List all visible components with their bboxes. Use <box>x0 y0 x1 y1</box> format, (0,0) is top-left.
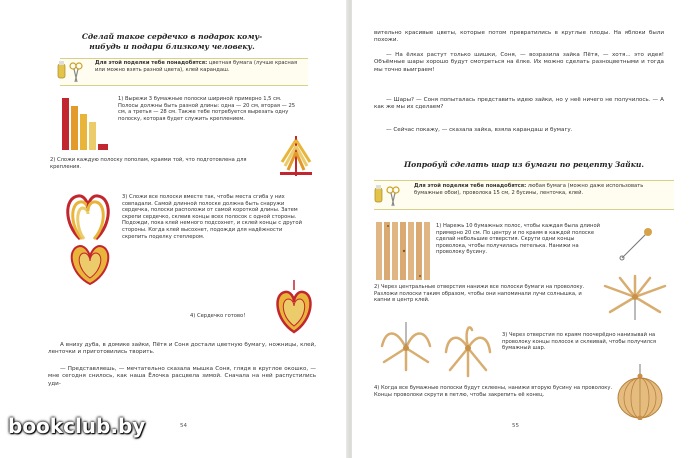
strips-with-holes-illustration <box>374 220 432 282</box>
right-page <box>352 0 700 458</box>
right-step-3: 3) Через отверстия по краям поочерёдно нанизывай на проволоку концы полосок и склеивай, чтобы получился бумажный шар. <box>502 332 656 352</box>
heart-assembly-illustration <box>60 184 120 299</box>
left-materials-text: Для этой поделки тебе понадобятся: цветная бумага (лучше красная или можно взять разной цвета), клей карандаш. <box>95 60 298 73</box>
watermark: bookclub.by <box>8 414 146 438</box>
finished-heart-illustration <box>273 276 315 338</box>
left-story-paragraph-2: — Представляешь, — мечтательно сказала мышка Соня, глядя в круглое окошко, — мне сегодня снилось, как наша Ёлочка расцвела зимой. Сначала на ней распустились уди- <box>48 366 316 387</box>
paper-strips-illustration <box>60 94 110 152</box>
right-step-4: 4) Когда все бумажные полоски будут склеены, нанижи вторую бусину на проволоку. Концы проволоки скрути в петлю, чтобы закрепить её конец. <box>374 385 613 398</box>
right-step-2: 2) Через центральные отверстия нанижи все полоски бумаги на проволоку. Разложи полоски таким образом, чтобы они напоминали лучи солнышка, и капни в центр клей. <box>374 284 585 304</box>
left-step-2: 2) Сложи каждую полоску пополам, краями той, что подготовлена для крепления. <box>50 157 247 170</box>
right-story-paragraph-4: — Сейчас покажу, — сказала зайка, взяла карандаш и бумагу. <box>386 127 573 133</box>
right-page-title: Попробуй сделать шар из бумаги по рецепту Зайки. <box>403 160 644 169</box>
right-materials-text: Для этой поделки тебе понадобятся: любая бумага (можно даже использовать бумажные обои), проволока 15 см, 2 бусины, ленточка, клей. <box>414 183 644 196</box>
wire-with-bead-illustration <box>614 224 654 264</box>
left-step-3: 3) Сложи все полоски вместе так, чтобы места сгиба у них совпадали. Самой длинной полоске должна быть снаружи сердечка, полоски расположи от самой короткой длины. Затем скрепи сердечко, склеив концы всех полосок с одной стороны. Подожди, пока клей немного подсохнет, и склей концы с другой стороны. Когда клей высохнет, подожди для надёжности скрепить поделку степлером. <box>122 194 302 240</box>
finished-paper-ball-illustration <box>614 362 666 420</box>
left-page <box>0 0 348 458</box>
ball-in-progress-illustration <box>440 318 496 380</box>
half-ball-illustration <box>376 318 436 374</box>
left-page-number: 54 <box>180 423 187 429</box>
right-story-paragraph-3: — Шары? — Соня попыталась представить идею зайки, но у неё ничего не получилось. — А как же мы их сделаем? <box>374 97 664 111</box>
sun-rays-illustration <box>600 272 670 322</box>
right-page-number: 55 <box>512 423 519 429</box>
scissors-glue-icon <box>372 180 406 210</box>
scissors-glue-icon <box>55 56 85 86</box>
folded-strips-illustration <box>276 132 316 180</box>
right-step-1: 1) Нарежь 10 бумажных полос, чтобы каждая была длиной примерно 20 см. По центру и по краям в каждой полоске сделай небольшие отверстия. Скрути одни концы проволока, чтобы получилась петелька. Нанижи на проволоку бусину. <box>436 223 600 256</box>
left-step-1: 1) Вырежи 3 бумажные полоски шириной примерно 1,5 см. Полосы должны быть разной длины: одна — 20 см, вторая — 25 см, а третья — 28 см. Также тебе потребуется вырезать одну полоску, которая будет служить креплением. <box>118 96 296 122</box>
left-page-title: Сделай такое сердечко в подарок кому-нибудь и подари близкому человеку. <box>81 32 263 51</box>
left-story-paragraph-1: А внизу дуба, в домике зайки, Пётя и Соня достали цветную бумагу, ножницы, клей, ленточки и приготовились творить. <box>48 342 316 356</box>
left-step-4: 4) Сердечко готово! <box>190 313 246 319</box>
right-story-paragraph-1: вительно красивые цветы, которые потом превратились в круглые плоды. На яблоки были похожи. <box>374 30 664 44</box>
right-story-paragraph-2: — На ёлках растут только шишки, Соня, — возразила зайка Пётя, — хотя... это идея! Объёмные шары хорошо будут смотреться на ёлке. Их можно сделать разноцветными и тогда мы точно выиграем! <box>374 52 664 73</box>
